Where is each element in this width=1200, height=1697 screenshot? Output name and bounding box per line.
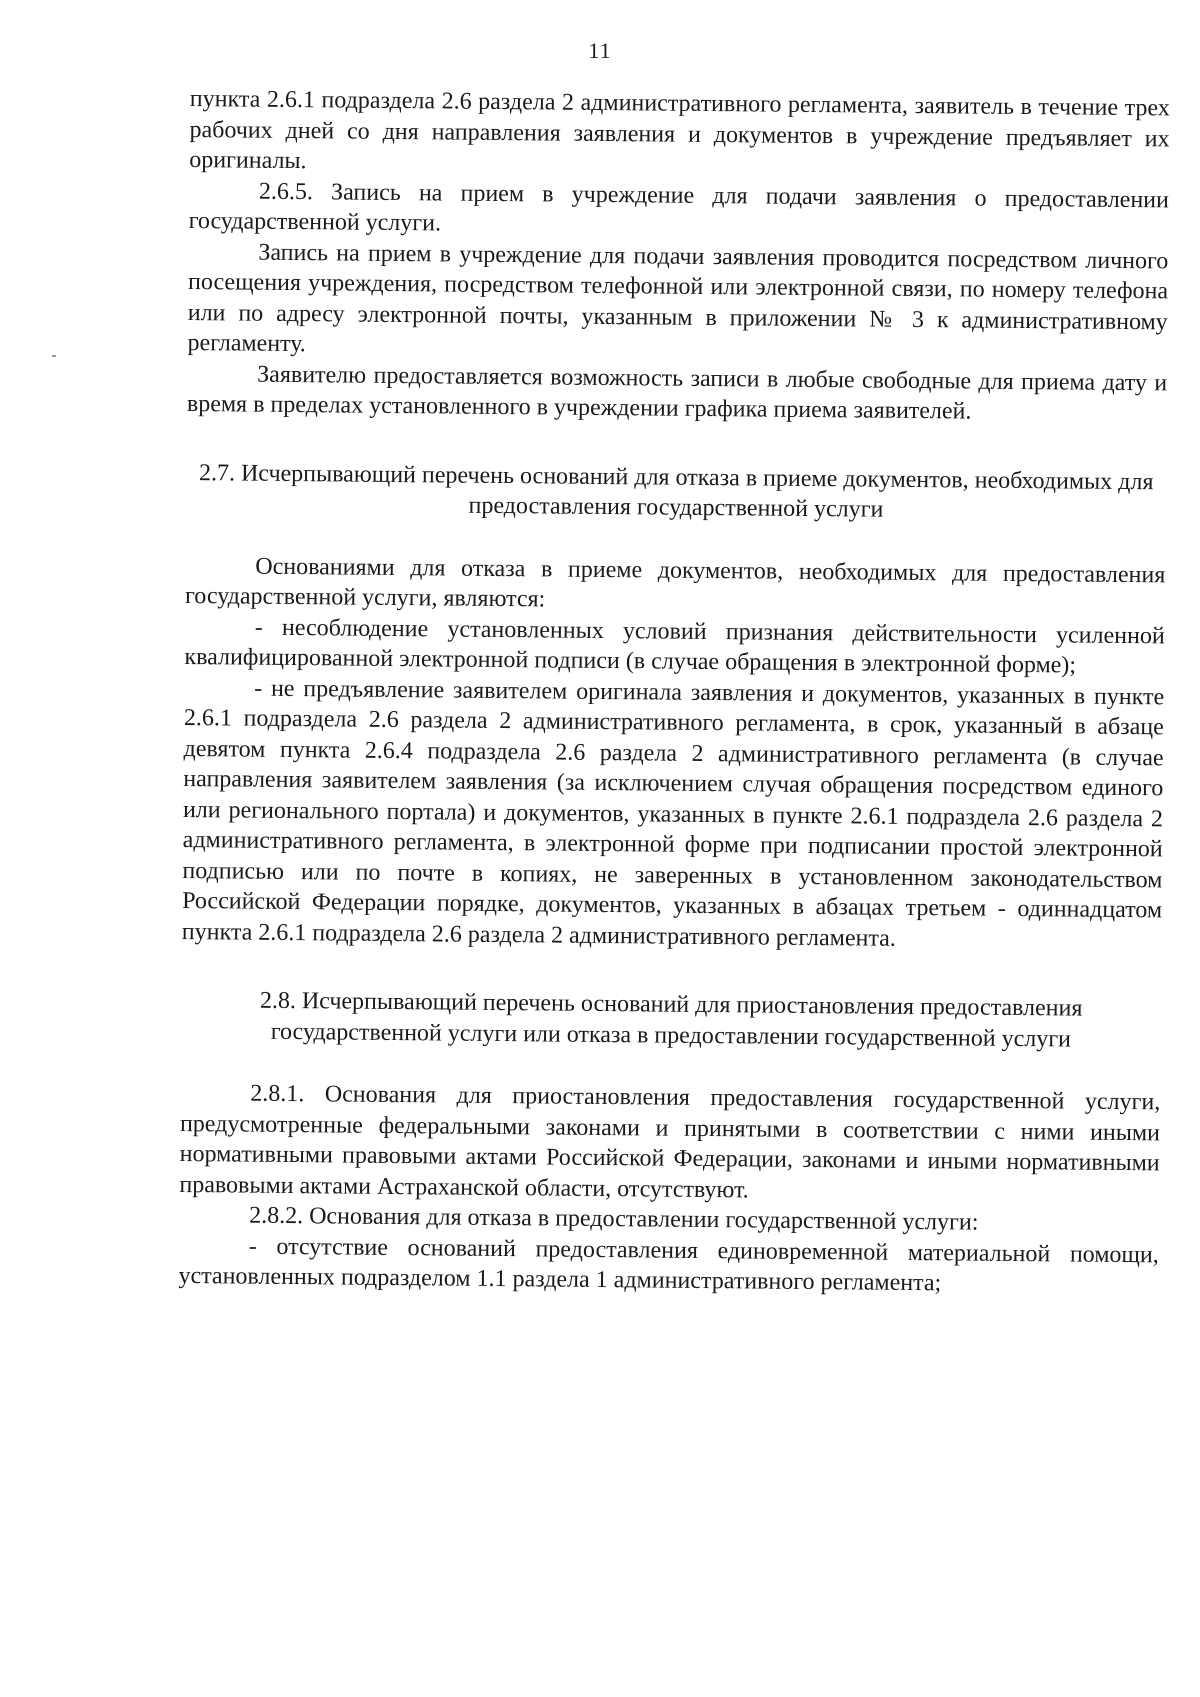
paragraph-refusal-grounds-intro: Основаниями для отказа в приеме документов, необходимых для предоставления государственной услуги, являются: bbox=[184, 553, 1166, 613]
list-item-signature-conditions: - несоблюдение установленных условий признания действительности усиленной квалифицированной электронной подписи (в случае обращения в электронной форме); bbox=[184, 614, 1165, 679]
section-heading-2-7: 2.7. Исчерпывающий перечень оснований для отказа в приеме документов, необходимых для предоставления государственной услуги bbox=[198, 459, 1154, 523]
page-number: 11 bbox=[588, 38, 612, 63]
page-content bbox=[178, 84, 1170, 1301]
paragraph-continuation: пункта 2.6.1 подраздела 2.6 раздела 2 административного регламента, заявитель в течение трех рабочих дней со дня направления заявления и документов в учреждение предъявляет их оригиналы. bbox=[189, 85, 1170, 175]
section-heading-2-8: 2.8. Исчерпывающий перечень оснований для приостановления предоставления государственной услуги или отказа в предоставлении государственной услуги bbox=[259, 987, 1083, 1053]
scan-artifact bbox=[52, 355, 56, 357]
paragraph-2-8-2: 2.8.2. Основания для отказа в предоставлении государственной услуги: bbox=[249, 1202, 979, 1236]
paragraph-appointment-methods: Запись на прием в учреждение для подачи заявления проводится посредством личного посещения учреждения, посредством телефонной или электронной связи, по номеру телефона или по адресу электронной почты, указанным в приложении № 3 к административному регламенту. bbox=[187, 239, 1169, 358]
list-item-originals-not-presented: - не предъявление заявителем оригинала заявления и документов, указанных в пункте 2.6.1 подраздела 2.6 раздела 2 административного регламента, в срок, указанный в абзаце девятом пункта 2.6.4 подраздела 2.6 раздела 2 административного регламента (в случае направления заявителем заявления (за исключением случая обращения посредством единого или регионального портала) и документов, указанных в пункте 2.6.1 подраздела 2.6 раздела 2 административного регламента, в электронной форме при подписании простой электронной подписью или по почте в копиях, не заверенных в установленном законодательством Российской Федерации порядке, документов, указанных в абзацах третьем - одиннадцатом пункта 2.6.1 подраздела 2.6 раздела 2 административного регламента. bbox=[181, 675, 1165, 952]
list-item-no-grounds: - отсутствие оснований предоставления единовременной материальной помощи, установленных подразделом 1.1 раздела 1 административного регламента; bbox=[178, 1233, 1159, 1297]
paragraph-2-8-1: 2.8.1. Основания для приостановления предоставления государственной услуги, предусмотренные федеральными законами и принятыми в соответствии с ними иными нормативными правовыми актами Российской Федерации, законами и иными нормативными правовыми актами Астраханской области, отсутствуют. bbox=[179, 1080, 1161, 1203]
paragraph-2-6-5: 2.6.5. Запись на прием в учреждение для подачи заявления о предоставлении государственной услуги. bbox=[188, 178, 1170, 237]
paragraph-appointment-times: Заявителю предоставляется возможность записи в любые свободные для приема дату и время в пределах установленного в учреждении графика приема заявителей. bbox=[186, 361, 1168, 425]
